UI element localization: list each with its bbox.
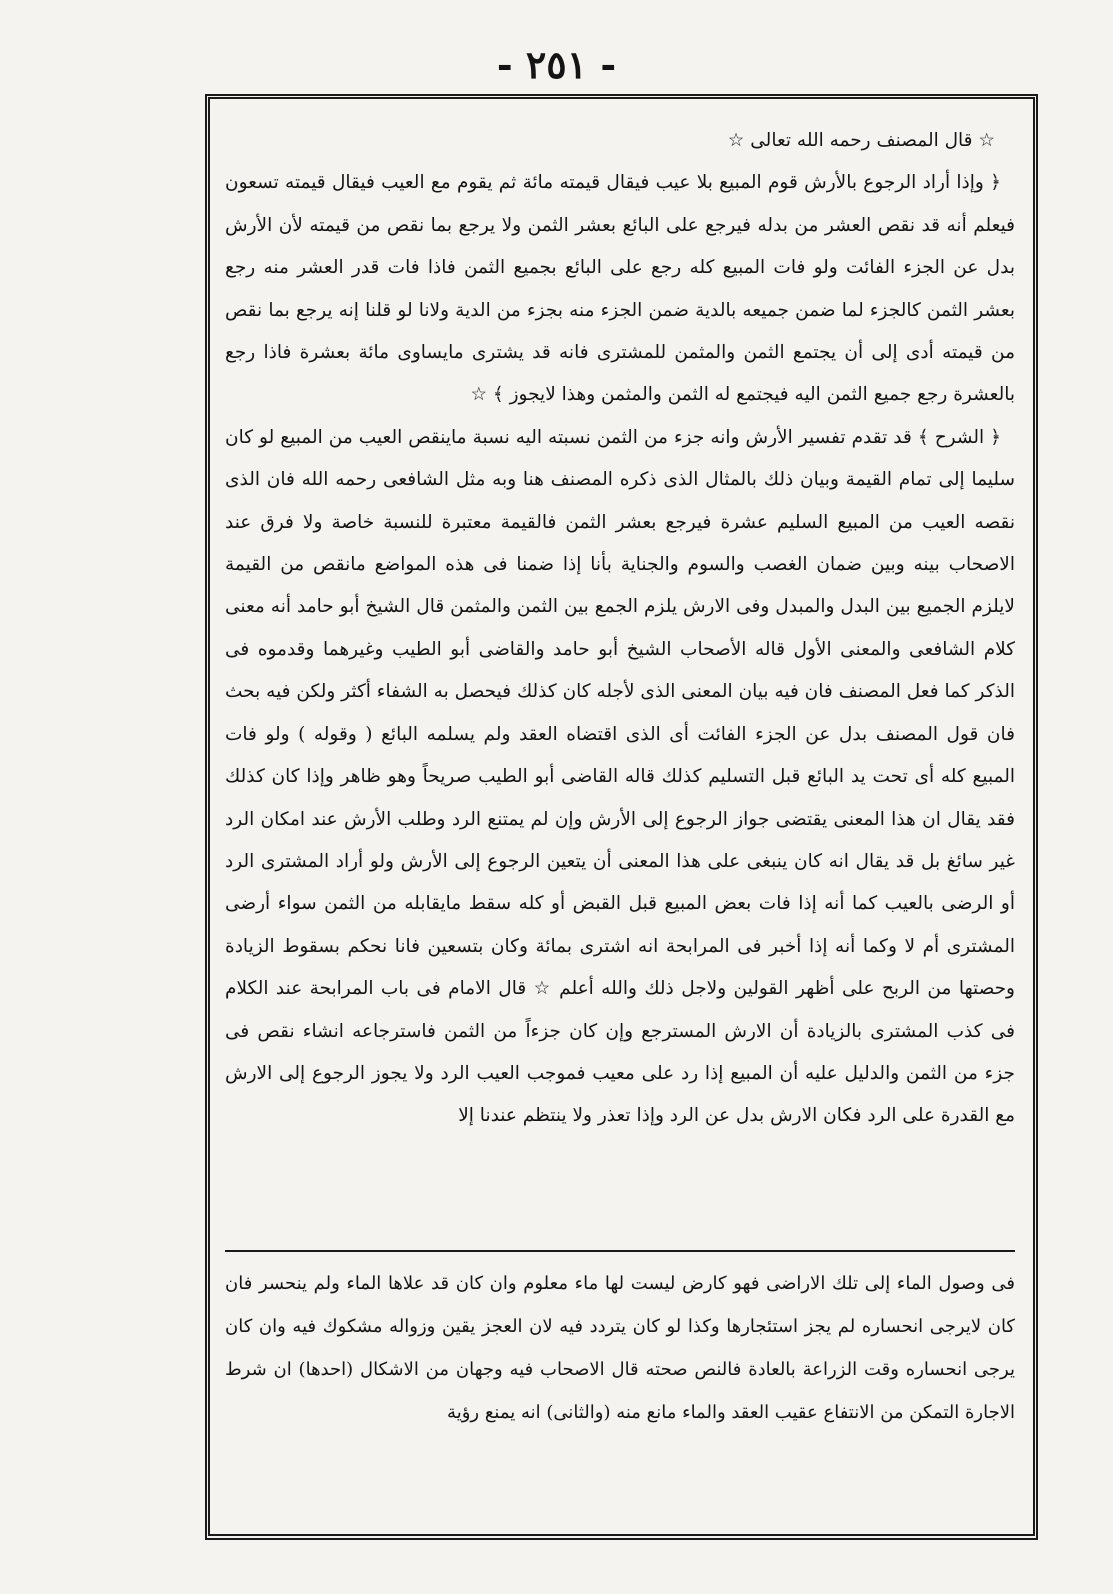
footnote-text: فى وصول الماء إلى تلك الاراضى فهو كارض ليست لها ماء معلوم وان كان قد علاها الماء ولم ينحسر فان كان لايرجى انحساره لم يجز استئجارها وكذا لو كان يتردد فيه لان العجز يقين وزواله مشكوك فيه وان كان يرجى انحساره وقت الزراعة بالعادة فالنص صحته قال الاصحاب فيه وجهان من الاشكال (احدها) ان شرط الاجارة التمكن من الانتفاع عقيب العقد والماء مانع منه (والثانى) انه يمنع رؤية (225, 1273, 1015, 1423)
footnote (225, 1262, 1015, 1442)
main-text (225, 120, 1015, 1240)
quoted-text: ﴿ وإذا أراد الرجوع بالأرش قوم المبيع بلا عيب فيقال قيمته مائة ثم يقوم مع العيب فيقال قيمته تسعون فيعلم أنه قد نقص العشر من بدله فيرجع على البائع بعشر الثمن ولا يرجع بما نقص من قيمته لأن الأرش بدل عن الجزء الفائت ولو فات المبيع كله رجع على البائع بجميع الثمن فاذا فات قدر العشر منه رجع بعشر الثمن كالجزء لما ضمن جميعه بالدية ضمن الجزء منه بجزء من الدية ولانا لو قلنا إنه يرجع بما نقص من قيمته أدى إلى أن يجتمع الثمن والمثمن للمشترى فانه قد يشترى مايساوى مائة بعشرة فاذا رجع بالعشرة رجع جميع الثمن اليه فيجتمع له الثمن والمثمن وهذا لايجوز ﴾ ☆ (225, 172, 1015, 406)
footnote-divider (225, 1250, 1015, 1252)
page-number: - ٢٥١ - (496, 42, 617, 87)
heading: ☆ قال المصنف رحمه الله تعالى ☆ (727, 130, 995, 151)
commentary-text: ﴿ الشرح ﴾ قد تقدم تفسير الأرش وانه جزء من الثمن نسبته اليه نسبة ماينقص العيب من المبيع لو كان سليما إلى تمام القيمة وبيان ذلك بالمثال الذى ذكره المصنف هنا وبه مثل الشافعى رحمه الله فان الذى نقصه العيب من المبيع السليم عشرة فيرجع بعشر الثمن فالقيمة معتبرة للنسبة خاصة ولا فرق عند الاصحاب بينه وبين ضمان الغصب والسوم والجناية بأنا إذا ضمنا فى هذه المواضع مانقص من القيمة لايلزم الجميع بين البدل والمبدل وفى الارش يلزم الجمع بين الثمن والمثمن قال الشيخ أبو حامد أنه معنى كلام الشافعى والمعنى الأول قاله الأصحاب الشيخ أبو حامد والقاضى أبو الطيب وغيرهما وقدموه فى الذكر كما فعل المصنف فان فيه بيان المعنى الذى لأجله كان كذلك فيحصل به الشفاء أكثر ولكن فيه بحث فان قول المصنف بدل عن الجزء الفائت أى الذى اقتضاه العقد ولم يسلمه البائع ( وقوله ) ولو فات المبيع كله أى تحت يد البائع قبل التسليم كذلك قاله القاضى أبو الطيب صريحاً وهو ظاهر وإذا كان كذلك فقد يقال ان هذا المعنى يقتضى جواز الرجوع إلى الأرش وإن لم يمتنع الرد وطلب الأرش عند امكان الرد غير سائغ بل قد يقال انه كان ينبغى على هذا المعنى أن يتعين الرجوع إلى الأرش ولو أراد المشترى الرد أو الرضى بالعيب كما أنه إذا فات بعض المبيع قبل القبض أو كله سقط مايقابله من الثمن سواء أرضى المشترى أم لا وكما أنه إذا أخبر فى المرابحة انه اشترى بمائة وكان بتسعين فانا نحكم بسقوط الزيادة وحصتها من الربح على أظهر القولين ولاجل ذلك والله أعلم ☆ قال الامام فى باب المرابحة عند الكلام فى كذب المشترى بالزيادة أن الارش المسترجع وإن كان جزءاً من الثمن فاسترجاعه انشاء نقص فى جزء من الثمن والدليل عليه أن المبيع إذا رد على معيب فموجب العيب الرد ولا يجوز الرجوع إلى الارش مع القدرة على الرد فكان الارش بدل عن الرد وإذا تعذر ولا ينتظم عندنا إلا (225, 426, 1015, 1127)
